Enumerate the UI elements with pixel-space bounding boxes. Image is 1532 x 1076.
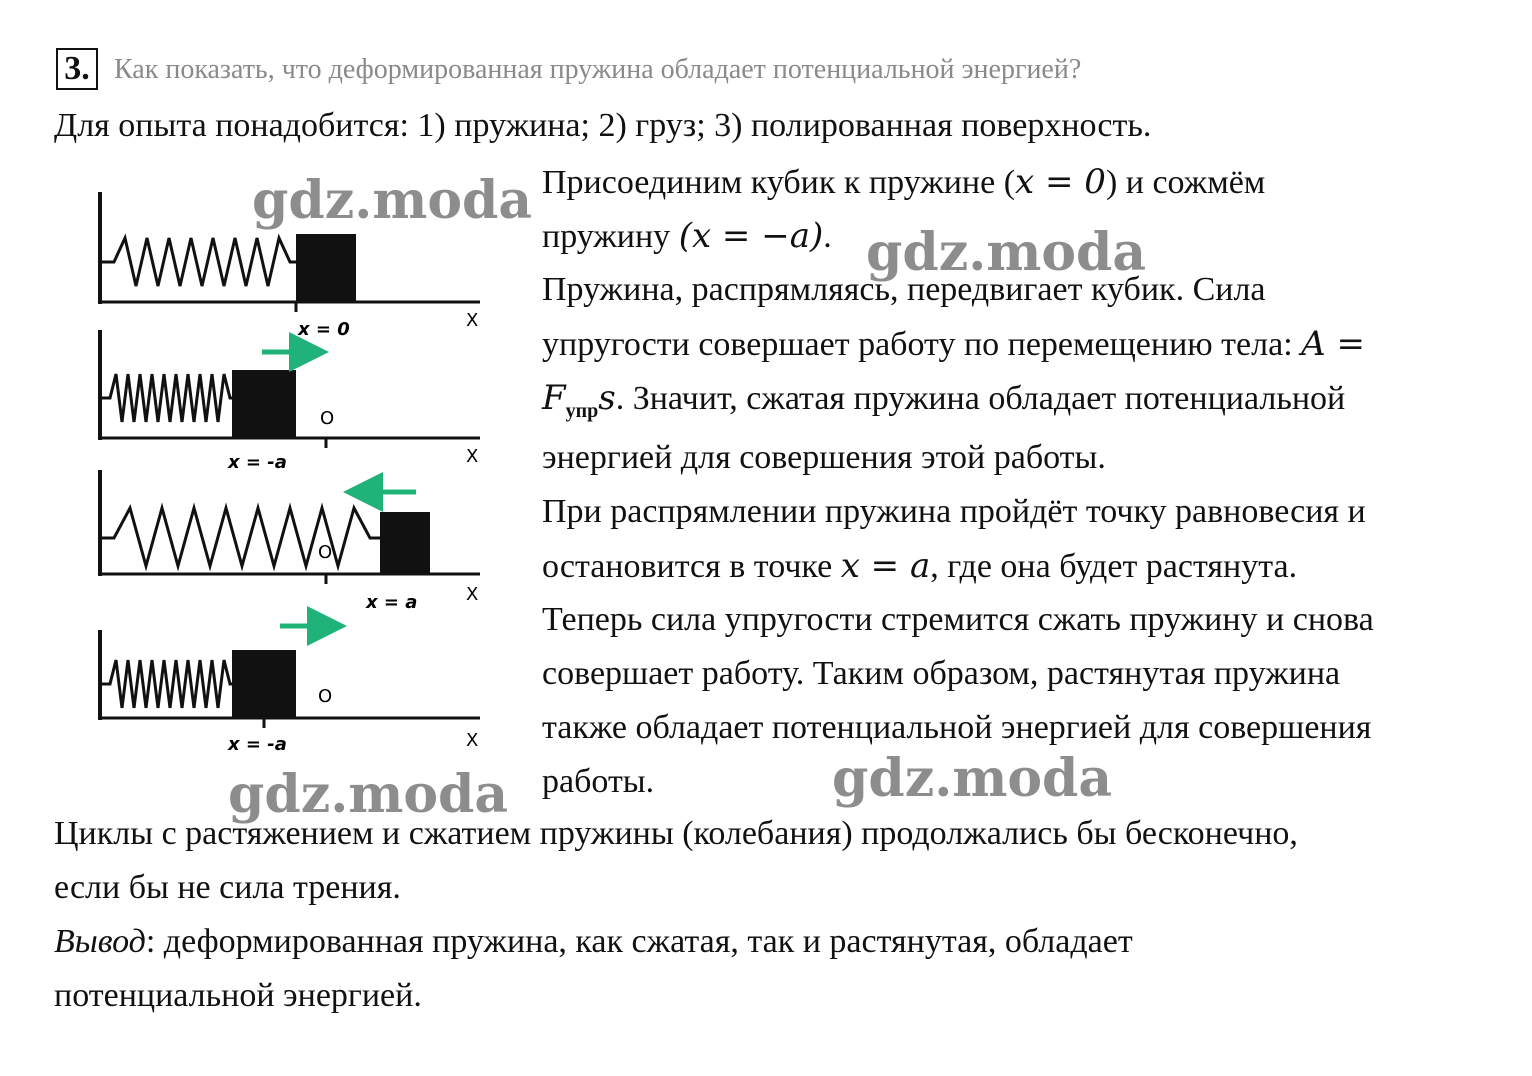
watermark: gdz.moda xyxy=(252,170,533,231)
cube xyxy=(296,234,356,302)
task-number-box: 3. xyxy=(56,48,98,90)
cube xyxy=(232,650,296,718)
watermark: gdz.moda xyxy=(228,764,509,825)
bottom-line-4: потенциальной энергией. xyxy=(54,977,422,1014)
axis-x-label-3: X xyxy=(466,584,479,605)
panel-compressed-again xyxy=(100,626,480,755)
conclusion-line: Вывод: деформированная пружина, как сжатая, так и растянутая, обладает xyxy=(54,923,1133,960)
watermark: gdz.moda xyxy=(832,748,1113,809)
panel-compressed xyxy=(100,330,480,473)
bottom-line-2: если бы не сила трения. xyxy=(54,869,401,906)
origin-label-2: O xyxy=(320,408,335,429)
right-line-4: упругости совершает работу по перемещению тела: A = xyxy=(542,324,1365,364)
axis-x-label-4: X xyxy=(466,730,479,751)
panel2-label: x = -a xyxy=(228,452,287,473)
axis-x-label-1: X xyxy=(466,310,479,331)
spring-compressed xyxy=(102,660,232,708)
conclusion-label: Вывод xyxy=(54,923,146,960)
panel1-label: x = 0 xyxy=(298,319,350,340)
spring-relaxed xyxy=(102,238,296,286)
right-line-7: При распрямлении пружина пройдёт точку равновесия и xyxy=(542,493,1366,530)
right-line-2: пружину (x = −a). xyxy=(542,216,832,256)
panel4-label: x = -a xyxy=(228,734,287,755)
right-line-5: $F_{упр}s$. Значит, сжатая пружина обладает потенциальной xyxy=(542,378,1346,422)
right-line-3: Пружина, распрямляясь, передвигает кубик. Сила xyxy=(542,271,1266,308)
spring-figure xyxy=(80,180,520,780)
right-line-1: Присоединим кубик к пружине (x = 0) и сожмём xyxy=(542,162,1266,202)
right-line-12: работы. xyxy=(542,763,655,800)
right-line-10: совершает работу. Таким образом, растянутая пружина xyxy=(542,655,1341,692)
origin-label-4: O xyxy=(318,686,333,707)
watermark: gdz.moda xyxy=(866,222,1147,283)
bottom-line-1: Циклы с растяжением и сжатием пружины (колебания) продолжались бы бесконечно, xyxy=(54,815,1298,852)
origin-label-3: O xyxy=(318,542,333,563)
axis-x-label-2: X xyxy=(466,446,479,467)
spring-compressed xyxy=(102,374,232,422)
right-line-6: энергией для совершения этой работы. xyxy=(542,439,1106,476)
task-question: Как показать, что деформированная пружина обладает потенциальной энергией? xyxy=(114,54,1082,85)
cube xyxy=(380,512,430,574)
panel3-label: x = a xyxy=(366,592,418,613)
panel-stretched xyxy=(100,470,480,613)
right-line-9: Теперь сила упругости стремится сжать пружину и снова xyxy=(542,601,1374,638)
intro-text: Для опыта понадобится: 1) пружина; 2) груз; 3) полированная поверхность. xyxy=(54,107,1152,144)
right-line-8: остановится в точке x = a, где она будет растянута. xyxy=(542,546,1298,586)
cube xyxy=(232,370,296,438)
right-line-11: также обладает потенциальной энергией для совершения xyxy=(542,709,1372,746)
spring-stretched xyxy=(102,508,380,566)
